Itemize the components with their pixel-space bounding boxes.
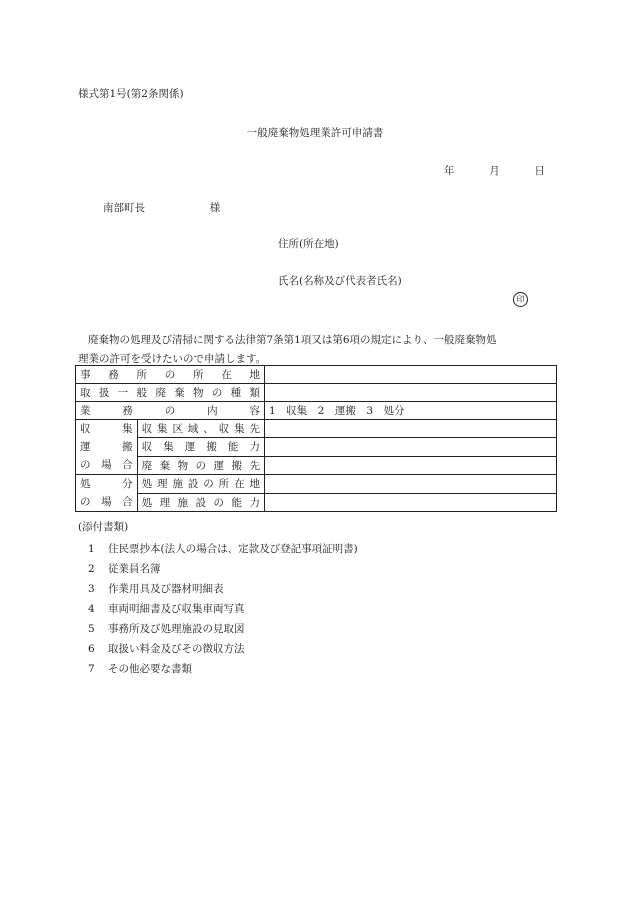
collection-area-label: 収集区域、収集先 (137, 420, 264, 438)
table-row (76, 366, 557, 384)
table-row (76, 402, 557, 420)
table-row (76, 384, 557, 402)
business-options[interactable]: 1 収集 2 運搬 3 処分 (265, 402, 557, 420)
collection-capacity-field[interactable] (265, 438, 557, 456)
table-row (76, 475, 557, 494)
table-row (76, 420, 557, 438)
business-content-label: 業務の内容 (76, 402, 265, 420)
table-row (76, 493, 557, 512)
addressee-honorific: 様 (209, 202, 221, 214)
waste-destination-field[interactable] (265, 456, 557, 474)
collection-transport-group (76, 420, 138, 475)
name-label: 氏名(名称及び代表者氏名) (278, 275, 402, 287)
attachments-list (88, 539, 358, 679)
addressee-name: 南部町長 (103, 202, 145, 214)
collection-capacity-label: 収集運搬能力 (137, 438, 264, 456)
list-item: 7 その他必要な書類 (88, 663, 192, 675)
date-line (444, 163, 545, 178)
date-year: 年 (444, 165, 455, 177)
list-item: 1 住民票抄本(法人の場合は、定款及び登記事項証明書) (88, 543, 358, 555)
address-label: 住所(所在地) (278, 238, 339, 250)
statement-line-1: 廃棄物の処理及び清掃に関する法律第7条第1項又は第6項の規定により、一般廃棄物処 (88, 334, 497, 346)
facility-capacity-label: 処理施設の能力 (137, 493, 264, 512)
facility-location-label: 処理施設の所在地 (137, 475, 264, 494)
disposal-group (76, 475, 138, 512)
form-number: 様式第1号(第2条関係) (78, 88, 184, 100)
table-row (76, 456, 557, 474)
list-item: 6 取扱い料金及びその徴収方法 (88, 643, 245, 655)
facility-location-field[interactable] (265, 475, 557, 494)
office-location-label: 事務所の所在地 (76, 366, 265, 384)
application-statement (78, 331, 558, 369)
list-item: 2 従業員名簿 (88, 563, 161, 575)
date-month: 月 (489, 165, 500, 177)
list-item: 4 車両明細書及び収集車両写真 (88, 603, 245, 615)
waste-type-label: 取扱一般廃棄物の種類 (76, 384, 265, 402)
date-day: 日 (534, 165, 545, 177)
collection-group-line-1: 収 集 (80, 423, 133, 435)
list-item: 3 作業用具及び器材明細表 (88, 583, 224, 595)
disposal-group-line-1: 処 分 (80, 478, 133, 490)
addressee (103, 200, 220, 215)
waste-type-field[interactable] (265, 384, 557, 402)
table-row (76, 438, 557, 456)
waste-destination-label: 廃棄物の運搬先 (137, 456, 264, 474)
office-location-field[interactable] (265, 366, 557, 384)
disposal-group-line-2: の場合 (80, 496, 133, 508)
page-title: 一般廃棄物処理業許可申請書 (246, 127, 384, 139)
list-item: 5 事務所及び処理施設の見取図 (88, 623, 245, 635)
collection-area-field[interactable] (265, 420, 557, 438)
collection-group-line-2: 運 搬 (80, 441, 133, 453)
application-table (75, 365, 557, 512)
collection-group-line-3: の場合 (80, 459, 133, 471)
attachments-header: (添付書類) (78, 521, 129, 533)
seal-mark: 印 (513, 292, 528, 307)
facility-capacity-field[interactable] (265, 493, 557, 512)
statement-line-2: 理業の許可を受けたいので申請します。 (78, 353, 267, 365)
